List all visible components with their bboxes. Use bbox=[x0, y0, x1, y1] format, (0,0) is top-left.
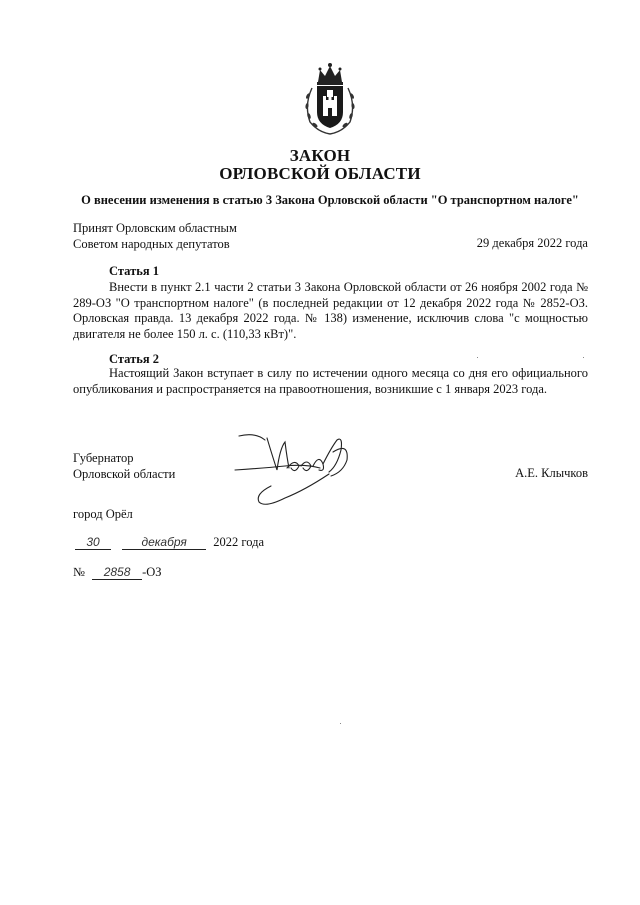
document-title-line2: ОРЛОВСКОЙ ОБЛАСТИ bbox=[219, 164, 421, 183]
handwritten-signature-icon bbox=[225, 428, 360, 518]
law-number bbox=[73, 565, 162, 580]
law-number-suffix: -ОЗ bbox=[142, 565, 162, 579]
article-1-text: Внести в пункт 2.1 части 2 статьи 3 Закона Орловской области от 26 ноября 2002 года № 289-ОЗ "О транспортном налоге" (в последней редакции от 12 декабря 2022 года № 2852-ОЗ. Орловская правда. 13 декабря 2022 года. № 138) изменение, исключив слова "с мощностью двигателя не более 150 л. с. (110,33 кВт)". bbox=[73, 280, 588, 341]
document-subtitle: О внесении изменения в статью 3 Закона Орловской области "О транспортном налоге" bbox=[81, 193, 579, 207]
scan-speck bbox=[477, 357, 478, 358]
signing-date bbox=[73, 535, 264, 551]
law-number-prefix: № bbox=[73, 565, 85, 579]
governor-title bbox=[73, 451, 175, 482]
adoption-date: 29 декабря 2022 года bbox=[476, 236, 588, 250]
article-2-text: Настоящий Закон вступает в силу по истечении одного месяца со дня его официального опубликования и распространяется на правоотношения, возникшие с 1 января 2023 года. bbox=[73, 366, 588, 396]
document-title-line1: ЗАКОН bbox=[289, 146, 351, 165]
city-label: город Орёл bbox=[73, 507, 133, 521]
governor-title-line1: Губернатор bbox=[73, 451, 134, 465]
scan-speck bbox=[583, 357, 584, 358]
adoption-body bbox=[73, 221, 237, 252]
governor-title-line2: Орловской области bbox=[73, 466, 176, 481]
signing-year: 2022 года bbox=[213, 535, 264, 549]
adoption-line1: Принят Орловским областным bbox=[73, 221, 237, 235]
signing-day: 30 bbox=[75, 535, 111, 550]
coat-of-arms-icon bbox=[298, 60, 362, 138]
governor-name: А.Е. Клычков bbox=[515, 466, 588, 480]
law-number-value: 2858 bbox=[92, 565, 142, 580]
signing-month: декабря bbox=[122, 535, 206, 550]
article-1-heading: Статья 1 bbox=[109, 264, 159, 278]
article-2-heading: Статья 2 bbox=[109, 352, 159, 366]
adoption-line2: Советом народных депутатов bbox=[73, 236, 230, 251]
scan-speck bbox=[340, 723, 341, 724]
